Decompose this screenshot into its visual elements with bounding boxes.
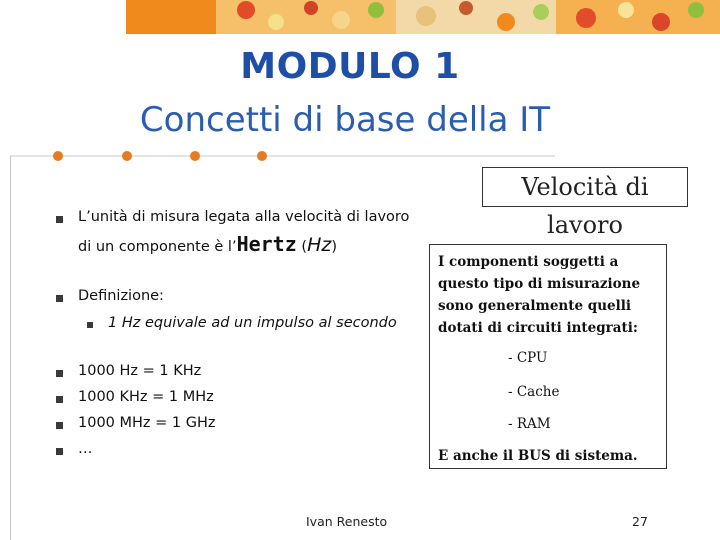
slide-title: MODULO 1 [240,46,460,87]
bullet-square-icon [56,422,63,429]
bullet-text: L’unità di misura legata alla velocità di lavoro [78,209,410,225]
callout-item-cache: - Cache [508,384,560,400]
footer-author: Ivan Renesto [306,514,388,529]
bullet-text: 1000 Hz = 1 KHz [78,363,202,379]
page-number: 27 [632,514,648,529]
callout-line: sono generalmente quelli [438,298,631,314]
bullet-text: … [78,441,93,457]
bullet-text: 1000 KHz = 1 MHz [78,389,214,405]
callout-box [429,244,667,469]
bullet-square-icon [56,396,63,403]
callout-line: I componenti soggetti a [438,254,619,270]
bullet-square-icon [56,216,63,223]
bullet-text: 1000 MHz = 1 GHz [78,415,216,431]
sub-bullet-text: 1 Hz equivale ad un impulso al secondo [108,315,397,331]
bullet-square-icon [56,448,63,455]
divider-dot [53,151,63,161]
bullet-square-icon [56,370,63,377]
left-divider-line [10,156,11,540]
title-divider [10,150,555,162]
bullet-text-hertz-line: di un componente è l’Hertz (Hz) [78,232,337,256]
callout-line: questo tipo di misurazione [438,276,641,292]
divider-dot [122,151,132,161]
callout-line: E anche il BUS di sistema. [438,448,638,464]
divider-dot [190,151,200,161]
hz-symbol: Hz [307,234,332,256]
hertz-term: Hertz [236,232,297,256]
callout-line: dotati di circuiti integrati: [438,320,638,336]
header-banner-image [126,0,720,34]
sub-bullet-square-icon [87,322,93,328]
divider-dot [257,151,267,161]
bullet-text: Definizione: [78,288,164,304]
callout-item-ram: - RAM [508,416,551,432]
bullet-square-icon [56,295,63,302]
slide-subtitle: Concetti di base della IT [139,100,551,140]
callout-title-box: Velocità di lavoro [482,167,688,207]
callout-item-cpu: - CPU [508,350,548,366]
